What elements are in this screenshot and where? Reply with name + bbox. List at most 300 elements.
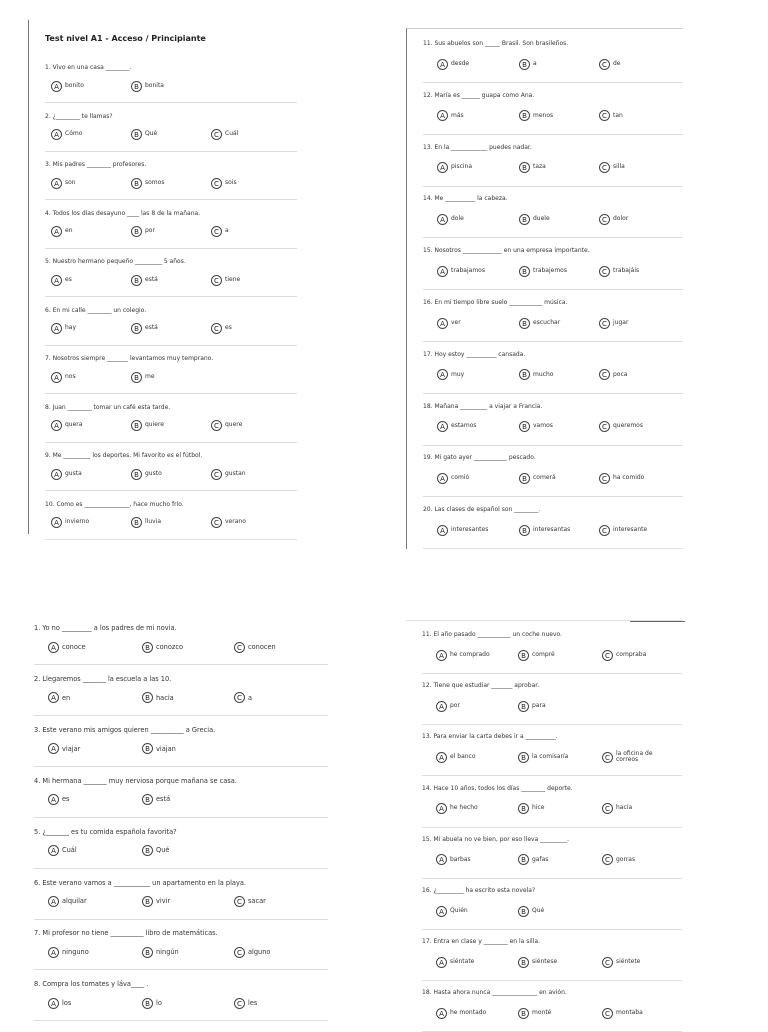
answer-option-b[interactable] <box>519 213 550 225</box>
option-letter-circle[interactable]: B <box>519 473 530 484</box>
answer-option-c[interactable] <box>602 956 640 968</box>
option-letter-circle[interactable]: B <box>142 743 153 754</box>
option-letter-circle[interactable]: C <box>234 998 245 1009</box>
option-label: trabajemos <box>533 266 567 274</box>
option-label: queremos <box>613 422 643 430</box>
answer-option-c[interactable] <box>602 803 632 815</box>
answer-options <box>40 946 328 958</box>
option-label: alguno <box>248 948 271 957</box>
option-label: lluvia <box>145 518 162 526</box>
option-letter-circle[interactable]: B <box>142 845 153 856</box>
option-letter-circle[interactable]: A <box>51 372 62 383</box>
option-letter-circle[interactable]: C <box>211 178 222 189</box>
answer-option-a[interactable] <box>436 700 460 712</box>
option-letter-circle[interactable]: C <box>599 421 610 432</box>
option-letter-circle[interactable]: A <box>437 214 448 225</box>
answer-option-c[interactable] <box>211 129 238 141</box>
answer-option-c[interactable] <box>599 58 621 70</box>
option-letter-circle[interactable]: A <box>48 845 59 856</box>
answer-option-b[interactable] <box>131 80 164 92</box>
answer-option-b[interactable] <box>519 524 570 536</box>
answer-option-b[interactable] <box>519 265 567 277</box>
answer-option-b[interactable] <box>518 854 548 866</box>
answer-option-c[interactable] <box>234 692 252 704</box>
answer-option-b[interactable] <box>131 226 155 238</box>
answer-option-a[interactable] <box>436 956 474 968</box>
option-letter-circle[interactable]: A <box>48 947 59 958</box>
option-label: quiere <box>145 421 164 429</box>
question-item <box>45 113 297 152</box>
answer-options <box>428 956 682 968</box>
option-letter-circle[interactable]: A <box>437 59 448 70</box>
option-letter-circle[interactable]: C <box>211 226 222 237</box>
option-letter-circle[interactable]: B <box>131 275 142 286</box>
answer-option-c[interactable] <box>211 274 240 286</box>
option-label: comió <box>451 474 470 482</box>
answer-option-c[interactable] <box>599 213 628 225</box>
answer-options <box>429 110 683 122</box>
answer-option-a[interactable] <box>51 274 72 286</box>
option-letter-circle[interactable]: C <box>599 525 610 536</box>
answer-option-a[interactable] <box>437 110 464 122</box>
answer-option-c[interactable] <box>599 317 628 329</box>
answer-option-b[interactable] <box>142 794 170 806</box>
question-text: 17. Hoy estoy __________ cansada. <box>423 350 526 358</box>
question-item <box>422 989 682 1032</box>
answer-option-c[interactable] <box>599 162 625 174</box>
answer-option-b[interactable] <box>131 323 158 335</box>
answer-option-a[interactable] <box>437 472 469 484</box>
option-label: dolor <box>613 215 629 223</box>
answer-option-a[interactable] <box>436 649 490 661</box>
option-label: está <box>145 324 158 332</box>
question-item <box>422 682 682 725</box>
answer-option-a[interactable] <box>437 524 488 536</box>
question-text: 16. ¿_________ ha escrito esta novela? <box>422 887 536 894</box>
option-letter-circle[interactable]: A <box>51 420 62 431</box>
option-letter-circle[interactable]: A <box>437 318 448 329</box>
option-letter-circle[interactable]: C <box>599 473 610 484</box>
answer-option-a[interactable] <box>48 997 71 1009</box>
option-label: muy <box>451 370 465 378</box>
option-letter-circle[interactable]: A <box>436 752 447 763</box>
answer-option-b[interactable] <box>518 905 544 917</box>
answer-options <box>429 162 683 174</box>
option-letter-circle[interactable]: B <box>518 650 529 661</box>
answer-option-a[interactable] <box>51 80 84 92</box>
answer-option-b[interactable] <box>131 129 157 141</box>
option-letter-circle[interactable]: B <box>519 214 530 225</box>
option-letter-circle[interactable]: C <box>599 214 610 225</box>
option-letter-circle[interactable]: B <box>142 642 153 653</box>
answer-option-a[interactable] <box>51 420 82 432</box>
option-letter-circle[interactable]: C <box>234 642 245 653</box>
answer-option-a[interactable] <box>437 317 461 329</box>
question-item <box>45 355 297 394</box>
answer-option-a[interactable] <box>436 905 468 917</box>
option-label: está <box>156 795 171 804</box>
option-label: compraba <box>616 650 647 658</box>
option-label: siéntate <box>450 957 475 965</box>
option-letter-circle[interactable]: B <box>519 110 530 121</box>
option-letter-circle[interactable]: C <box>211 275 222 286</box>
question-text: 6. Este verano vamos a ___________ un apartamento en la playa. <box>34 878 247 887</box>
question-text: 11. El año pasado ___________ un coche nuevo. <box>422 631 562 638</box>
question-text: 2. ¿________ te llamas? <box>45 112 113 120</box>
answer-option-b[interactable] <box>131 371 155 383</box>
question-text: 17. Entra en clase y ________ en la silla. <box>422 938 540 946</box>
option-letter-circle[interactable]: C <box>599 318 610 329</box>
option-label: ha comido <box>613 474 645 482</box>
answer-option-a[interactable] <box>48 794 70 806</box>
option-label: gustan <box>225 469 246 477</box>
option-letter-circle[interactable]: C <box>234 947 245 958</box>
option-letter-circle[interactable]: C <box>602 854 613 865</box>
option-label: viajan <box>156 744 176 753</box>
answer-option-c[interactable] <box>234 896 266 908</box>
option-letter-circle[interactable]: B <box>142 896 153 907</box>
question-item <box>422 733 682 776</box>
answer-option-b[interactable] <box>518 956 557 968</box>
answer-option-b[interactable] <box>131 274 158 286</box>
option-letter-circle[interactable]: B <box>518 752 529 763</box>
option-label: siéntese <box>532 957 558 965</box>
option-label: vamos <box>533 422 553 430</box>
answer-option-c[interactable] <box>211 226 229 238</box>
option-label: barbas <box>450 855 471 863</box>
option-label: Qué <box>156 846 170 855</box>
answer-options <box>429 421 683 433</box>
answer-option-b[interactable] <box>142 896 170 908</box>
question-text: 15. Nosotros _____________ en una empresa importante. <box>423 247 590 255</box>
question-text: 13. Para enviar la carta debes ir a __________. <box>422 733 558 741</box>
option-letter-circle[interactable]: B <box>131 81 142 92</box>
option-letter-circle[interactable]: A <box>51 323 62 334</box>
answer-options <box>51 177 297 189</box>
answer-option-b[interactable] <box>131 420 164 432</box>
option-letter-circle[interactable]: A <box>51 469 62 480</box>
answer-option-a[interactable] <box>48 896 87 908</box>
option-letter-circle[interactable]: A <box>51 178 62 189</box>
question-item <box>422 938 682 981</box>
option-letter-circle[interactable]: A <box>51 275 62 286</box>
option-label: ningún <box>156 948 179 957</box>
option-letter-circle[interactable]: C <box>602 752 613 763</box>
option-label: alquilar <box>62 897 87 906</box>
option-label: a <box>225 227 229 235</box>
option-letter-circle[interactable]: C <box>211 129 222 140</box>
option-letter-circle[interactable]: B <box>518 1008 529 1019</box>
answer-option-c[interactable] <box>602 854 635 866</box>
option-letter-circle[interactable]: A <box>437 421 448 432</box>
option-letter-circle[interactable]: B <box>519 369 530 380</box>
option-label: silla <box>613 163 625 171</box>
answer-option-a[interactable] <box>51 517 89 529</box>
answer-option-b[interactable] <box>518 700 546 712</box>
answer-options <box>51 274 297 286</box>
option-label: son <box>65 178 76 186</box>
answer-option-a[interactable] <box>51 468 82 480</box>
option-letter-circle[interactable]: C <box>602 803 613 814</box>
option-letter-circle[interactable]: A <box>436 803 447 814</box>
answer-option-a[interactable] <box>48 692 70 704</box>
question-text: 13. En la ____________ puedes nadar. <box>423 143 532 151</box>
option-label: Qué <box>145 130 158 138</box>
option-letter-circle[interactable]: B <box>518 701 529 712</box>
option-label: somos <box>145 178 165 186</box>
answer-option-c[interactable] <box>599 369 627 381</box>
answer-option-b[interactable] <box>142 845 169 857</box>
option-letter-circle[interactable]: A <box>437 473 448 484</box>
question-item <box>423 92 683 135</box>
option-letter-circle[interactable]: A <box>437 525 448 536</box>
answer-option-a[interactable] <box>437 213 464 225</box>
answer-option-c[interactable] <box>599 421 643 433</box>
option-label: gusta <box>65 469 82 477</box>
option-label: la comisaría <box>532 753 569 761</box>
option-letter-circle[interactable]: C <box>599 110 610 121</box>
option-letter-circle[interactable]: A <box>437 266 448 277</box>
test-title: Test nivel A1 - Acceso / Principiante <box>45 34 206 43</box>
question-item <box>45 64 297 103</box>
option-letter-circle[interactable]: A <box>51 129 62 140</box>
option-label: menos <box>533 111 554 119</box>
option-letter-circle[interactable]: C <box>211 420 222 431</box>
option-label: tan <box>613 111 623 119</box>
option-letter-circle[interactable]: B <box>131 226 142 237</box>
option-letter-circle[interactable]: A <box>436 701 447 712</box>
answer-option-c[interactable] <box>602 649 646 661</box>
answer-option-b[interactable] <box>518 751 568 763</box>
option-letter-circle[interactable]: A <box>436 906 447 917</box>
answer-option-b[interactable] <box>131 517 161 529</box>
option-letter-circle[interactable]: B <box>131 323 142 334</box>
answer-option-a[interactable] <box>51 371 76 383</box>
answer-option-b[interactable] <box>519 472 556 484</box>
answer-option-c[interactable] <box>211 420 242 432</box>
option-letter-circle[interactable]: A <box>437 162 448 173</box>
option-label: bonito <box>65 81 84 89</box>
option-letter-circle[interactable]: B <box>142 998 153 1009</box>
option-letter-circle[interactable]: C <box>599 369 610 380</box>
answer-option-b[interactable] <box>131 177 164 189</box>
option-letter-circle[interactable]: B <box>131 517 142 528</box>
question-item <box>45 210 297 249</box>
answer-option-b[interactable] <box>142 743 176 755</box>
option-label: sois <box>225 178 237 186</box>
option-label: hacía <box>616 804 633 812</box>
answer-options <box>51 371 297 383</box>
answer-option-a[interactable] <box>436 854 471 866</box>
option-label: invierno <box>65 518 90 526</box>
question-item <box>423 195 683 238</box>
option-letter-circle[interactable]: C <box>599 162 610 173</box>
answer-option-a[interactable] <box>48 743 80 755</box>
option-letter-circle[interactable]: B <box>131 469 142 480</box>
answer-options <box>51 129 297 141</box>
option-label: quera <box>65 421 83 429</box>
option-label: interesante <box>613 525 648 533</box>
answer-option-a[interactable] <box>436 803 478 815</box>
option-letter-circle[interactable]: B <box>131 420 142 431</box>
option-letter-circle[interactable]: B <box>131 372 142 383</box>
option-label: sacar <box>248 897 266 906</box>
question-item <box>422 887 682 930</box>
answer-option-c[interactable] <box>599 110 623 122</box>
answer-option-b[interactable] <box>131 468 162 480</box>
answer-option-a[interactable] <box>51 177 76 189</box>
option-letter-circle[interactable]: B <box>142 794 153 805</box>
question-item <box>422 631 682 674</box>
answer-option-a[interactable] <box>437 369 464 381</box>
answer-option-c[interactable] <box>599 472 644 484</box>
option-label: vivir <box>156 897 171 906</box>
option-letter-circle[interactable]: C <box>602 957 613 968</box>
option-letter-circle[interactable]: C <box>211 469 222 480</box>
question-text: 14. Me __________ la cabeza. <box>423 195 508 203</box>
option-letter-circle[interactable]: A <box>51 517 62 528</box>
option-letter-circle[interactable]: C <box>234 692 245 703</box>
answer-option-b[interactable] <box>142 692 174 704</box>
answer-option-a[interactable] <box>436 751 476 763</box>
option-letter-circle[interactable]: B <box>518 957 529 968</box>
answer-option-c[interactable] <box>211 177 237 189</box>
answer-options <box>51 226 297 238</box>
option-label: en <box>65 227 73 235</box>
option-letter-circle[interactable]: C <box>234 896 245 907</box>
answer-option-a[interactable] <box>437 421 477 433</box>
option-label: siéntete <box>616 957 641 965</box>
option-letter-circle[interactable]: B <box>131 178 142 189</box>
option-letter-circle[interactable]: A <box>48 896 59 907</box>
option-label: compré <box>532 650 555 658</box>
answer-option-b[interactable] <box>518 649 555 661</box>
option-letter-circle[interactable]: C <box>599 266 610 277</box>
answer-option-a[interactable] <box>51 226 73 238</box>
answer-options <box>428 803 682 815</box>
option-label: dole <box>451 215 464 223</box>
answer-option-b[interactable] <box>519 162 546 174</box>
option-letter-circle[interactable]: B <box>131 129 142 140</box>
option-letter-circle[interactable]: B <box>519 59 530 70</box>
answer-option-b[interactable] <box>142 997 162 1009</box>
option-letter-circle[interactable]: A <box>437 110 448 121</box>
answer-option-c[interactable] <box>599 524 647 536</box>
answer-option-b[interactable] <box>519 110 553 122</box>
option-letter-circle[interactable]: A <box>48 743 59 754</box>
question-text: 8. Juan ________ tomar un café esta tarde. <box>45 403 171 411</box>
option-letter-circle[interactable]: A <box>48 642 59 653</box>
option-label: comerá <box>533 474 556 482</box>
option-letter-circle[interactable]: A <box>436 650 447 661</box>
answer-option-c[interactable] <box>211 517 246 529</box>
option-letter-circle[interactable]: B <box>518 803 529 814</box>
option-label: a <box>533 59 537 67</box>
question-text: 8. Compra los tomates y láva____ . <box>34 980 149 989</box>
answer-option-a[interactable] <box>437 162 472 174</box>
answer-option-b[interactable] <box>142 946 179 958</box>
answer-options <box>429 472 683 484</box>
answer-option-c[interactable] <box>234 946 270 958</box>
answer-option-a[interactable] <box>48 946 89 958</box>
option-letter-circle[interactable]: A <box>51 226 62 237</box>
option-letter-circle[interactable]: B <box>518 906 529 917</box>
option-letter-circle[interactable]: A <box>51 81 62 92</box>
answer-option-c[interactable] <box>234 641 276 653</box>
option-letter-circle[interactable]: C <box>599 59 610 70</box>
option-label: piscina <box>451 163 473 171</box>
option-letter-circle[interactable]: B <box>142 947 153 958</box>
option-letter-circle[interactable]: B <box>519 525 530 536</box>
question-text: 12. Tiene que estudiar _______ aprobar. <box>422 682 540 690</box>
answer-option-c[interactable] <box>211 323 232 335</box>
option-letter-circle[interactable]: C <box>602 1008 613 1019</box>
option-label: estamos <box>451 422 477 430</box>
answer-option-b[interactable] <box>519 317 560 329</box>
question-text: 4. Mi hermana _______ muy nerviosa porque mañana se casa. <box>34 776 237 785</box>
option-label: por <box>145 227 155 235</box>
answer-option-a[interactable] <box>51 323 76 335</box>
answer-options <box>51 80 297 92</box>
option-letter-circle[interactable]: B <box>519 162 530 173</box>
option-label: hice <box>532 804 545 812</box>
option-letter-circle[interactable]: A <box>436 1008 447 1019</box>
answer-option-c[interactable] <box>211 468 246 480</box>
option-letter-circle[interactable]: B <box>518 854 529 865</box>
question-item <box>423 454 683 497</box>
option-letter-circle[interactable]: C <box>211 517 222 528</box>
answer-option-a[interactable] <box>436 1007 486 1019</box>
answer-option-b[interactable] <box>519 369 553 381</box>
option-label: verano <box>225 518 246 526</box>
answer-option-b[interactable] <box>519 421 553 433</box>
answer-options <box>40 692 328 704</box>
answer-option-a[interactable] <box>437 58 469 70</box>
answer-option-a[interactable] <box>48 641 86 653</box>
answer-option-c[interactable] <box>602 751 668 763</box>
answer-option-c[interactable] <box>599 265 639 277</box>
option-letter-circle[interactable]: C <box>602 650 613 661</box>
option-label: es <box>65 275 72 283</box>
option-letter-circle[interactable]: C <box>211 323 222 334</box>
answer-option-c[interactable] <box>234 997 257 1009</box>
quiz-panel-bottom-right <box>406 620 682 1025</box>
option-letter-circle[interactable]: B <box>519 318 530 329</box>
question-text: 1. Yo no _________ a los padres de mi novia. <box>34 624 177 632</box>
option-letter-circle[interactable]: A <box>436 854 447 865</box>
option-letter-circle[interactable]: B <box>519 266 530 277</box>
option-label: ninguno <box>62 948 89 957</box>
answer-option-b[interactable] <box>518 803 544 815</box>
answer-option-b[interactable] <box>519 58 537 70</box>
answer-option-a[interactable] <box>48 845 77 857</box>
answer-option-c[interactable] <box>602 1007 643 1019</box>
option-label: jugar <box>613 318 629 326</box>
option-letter-circle[interactable]: B <box>142 692 153 703</box>
option-letter-circle[interactable]: A <box>437 369 448 380</box>
question-item <box>423 144 683 187</box>
question-item <box>34 777 328 818</box>
answer-option-a[interactable] <box>437 265 485 277</box>
option-letter-circle[interactable]: A <box>48 998 59 1009</box>
option-letter-circle[interactable]: A <box>436 957 447 968</box>
option-letter-circle[interactable]: A <box>48 794 59 805</box>
answer-option-a[interactable] <box>51 129 82 141</box>
option-letter-circle[interactable]: B <box>519 421 530 432</box>
option-letter-circle[interactable]: A <box>48 692 59 703</box>
answer-option-b[interactable] <box>518 1007 551 1019</box>
answer-option-b[interactable] <box>142 641 183 653</box>
